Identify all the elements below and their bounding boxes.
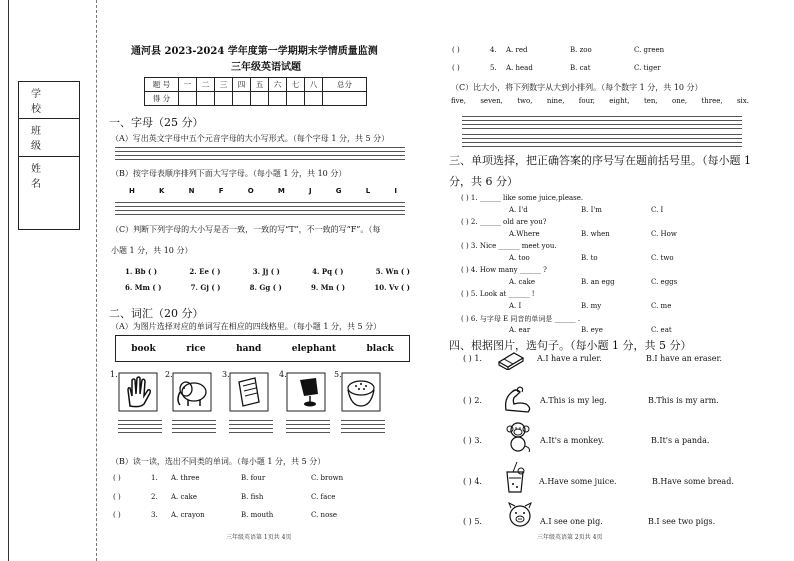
judge-item[interactable]: 5. Wn ( ) (375, 267, 410, 276)
letter: L (365, 187, 371, 195)
option-a: A. head (506, 64, 533, 72)
question-number: 3. (151, 511, 158, 519)
mc-question[interactable]: ( ) 6. 与字母 E 同音的单词是 ______ . (461, 315, 581, 323)
odd-one-out-list-cont (452, 46, 682, 76)
option-c: C. tiger (634, 64, 661, 72)
score-header-cell: 总分 (323, 78, 367, 92)
score-cell[interactable] (197, 92, 215, 106)
four-line-grid[interactable] (115, 202, 405, 218)
option-b: B.Have some bread. (652, 477, 734, 486)
score-header-cell: 二 (197, 78, 215, 92)
word-bank-item: hand (236, 343, 262, 354)
juice-glass-icon (503, 460, 527, 494)
option-b: B. zoo (570, 46, 592, 54)
number-words (451, 97, 749, 105)
score-header-cell: 六 (269, 78, 287, 92)
letter: N (188, 187, 195, 195)
option-b: B. mouth (241, 511, 274, 519)
option-c: C. nose (311, 511, 338, 519)
option-b: B. fish (241, 493, 264, 501)
option-b: B.It's a panda. (651, 436, 710, 445)
judge-item[interactable]: 2. Ee ( ) (189, 267, 221, 276)
four-line-grid[interactable] (115, 147, 405, 163)
option-b: B.This is my arm. (648, 396, 719, 405)
sec2-b-instruction: （B）读一读，选出不同类的单词。（每小题 1 分，共 5 分） (111, 457, 326, 466)
mc-question[interactable]: ( ) 1. ______ like some juice,please. (461, 194, 584, 202)
number-word: ten, (643, 97, 658, 105)
option-b: B. eye (581, 326, 603, 334)
four-line-grid[interactable] (286, 420, 330, 436)
monkey-icon (503, 420, 533, 454)
number-word: nine, (546, 97, 565, 105)
sec1-b-instruction: （B）按字母表顺序排列下面大写字母。（每小题 1 分，共 10 分） (111, 169, 347, 178)
picture-number: 1. (110, 370, 118, 379)
school-label: 学 校 (19, 82, 79, 119)
word-bank (115, 335, 410, 362)
question-number: 1. (151, 474, 158, 482)
answer-paren[interactable]: ( ) (113, 474, 121, 482)
judge-item[interactable]: 4. Pq ( ) (312, 267, 344, 276)
word-bank-item: book (131, 343, 156, 354)
question-number: 2. (151, 493, 158, 501)
score-cell[interactable] (269, 92, 287, 106)
option-b: B. my (581, 302, 602, 310)
section1-title: 一、字母（25 分） (109, 116, 204, 129)
option-a: A.I have a ruler. (537, 354, 602, 363)
number-word: eight, (609, 97, 630, 105)
answer-paren[interactable]: ( ) (113, 493, 121, 501)
option-c: C. I (651, 206, 664, 214)
score-header-cell: 一 (179, 78, 197, 92)
score-table (144, 77, 367, 106)
judge-item[interactable]: 10. Vv ( ) (374, 283, 410, 292)
sec1-c-instruction: （C）判断下列字母的大小写是否一致，一致的写“T”，不一致的写“F”。（每 (111, 225, 381, 234)
picture-question[interactable]: ( ) 1. (463, 354, 482, 363)
four-line-grid[interactable] (462, 116, 742, 132)
letter: G (335, 187, 342, 195)
class-label: 班 级 (19, 119, 79, 156)
option-a: A. three (171, 474, 200, 482)
option-a: A.It's a monkey. (540, 436, 604, 445)
elephant-icon (172, 372, 212, 412)
option-a: A. cake (171, 493, 197, 501)
four-line-grid[interactable] (118, 420, 162, 436)
word-bank-item: elephant (291, 343, 337, 354)
mc-question[interactable]: ( ) 3. Nice ______ meet you. (461, 242, 557, 250)
option-a: A. red (506, 46, 528, 54)
option-a: A. too (509, 254, 530, 262)
section2-title: 二、词汇（20 分） (109, 307, 204, 320)
picture-number: 3. (222, 370, 230, 379)
judge-item[interactable]: 7. Gj ( ) (190, 283, 221, 292)
number-word: seven, (480, 97, 503, 105)
mc-question[interactable]: ( ) 5. Look at ______ ! (461, 290, 535, 298)
judge-row-2 (125, 283, 410, 292)
sec1-a-instruction: （A）写出英文字母中五个元音字母的大小写形式。（每个字母 1 分，共 5 分） (111, 134, 390, 143)
score-cell[interactable] (323, 92, 367, 106)
answer-paren[interactable]: ( ) (113, 511, 121, 519)
book-icon (229, 372, 269, 412)
option-b: B. when (581, 230, 610, 238)
option-a: A. ear (509, 326, 531, 334)
letter: H (129, 187, 135, 195)
picture-question[interactable]: ( ) 2. (463, 396, 482, 405)
eraser-icon (496, 350, 526, 370)
sec2-c-instruction: （C）比大小，将下列数字从大到小排列。（每个数字 1 分，共 10 分） (451, 83, 703, 92)
option-a: A.This is my leg. (540, 396, 607, 405)
option-b: B. an egg (581, 278, 615, 286)
section3-title: 三、单项选择，把正确答案的序号写在题前括号里。（每小题 1 (449, 154, 751, 167)
option-b: B. I'm (581, 206, 602, 214)
sec1-c-instruction-cont: 小题 1 分，共 10 分） (111, 246, 193, 255)
fold-line (96, 0, 97, 561)
option-b: B. four (241, 474, 266, 482)
score-cell[interactable] (287, 92, 305, 106)
exam-subtitle: 三年级英语试题 (231, 62, 301, 73)
judge-item[interactable]: 3. Jj ( ) (252, 267, 280, 276)
score-cell[interactable] (233, 92, 251, 106)
four-line-grid[interactable] (172, 420, 216, 436)
score-header-cell: 三 (215, 78, 233, 92)
picture-number: 2. (165, 370, 173, 379)
number-word: four, (578, 97, 595, 105)
score-cell[interactable] (251, 92, 269, 106)
margin-line (8, 0, 9, 561)
judge-item[interactable]: 9. Mn ( ) (311, 283, 346, 292)
picture-question[interactable]: ( ) 5. (463, 517, 482, 526)
pig-icon (505, 502, 535, 530)
letter: F (218, 187, 224, 195)
score-cell[interactable] (179, 92, 197, 106)
mc-question[interactable]: ( ) 2. ______ old are you? (461, 218, 547, 226)
arm-icon (502, 384, 534, 414)
score-cell[interactable] (305, 92, 323, 106)
score-header-cell: 题 号 (145, 78, 179, 92)
option-c: C. How (651, 230, 677, 238)
four-line-grid[interactable] (229, 420, 273, 436)
page-footer-left: 三年级英语第 1页共 4页 (226, 534, 292, 541)
number-word: one, (672, 97, 688, 105)
option-a: A. I'd (509, 206, 528, 214)
rice-bowl-icon (341, 372, 381, 412)
picture-number: 4. (279, 370, 287, 379)
option-c: C. face (311, 493, 336, 501)
letter: J (309, 187, 312, 195)
option-b: B.I see two pigs. (648, 517, 716, 526)
picture-number: 5. (334, 370, 342, 379)
section4-title: 四、根据图片，选句子。（每小题 1 分，共 5 分） (449, 339, 692, 352)
picture-question[interactable]: ( ) 3. (463, 436, 482, 445)
question-number: 5. (490, 64, 497, 72)
option-a: A. I (509, 302, 522, 310)
exam-title: 通河县 2023-2024 学年度第一学期期末学情质量监测 (131, 46, 378, 57)
option-a: A.Where (509, 230, 540, 238)
option-a: A. cake (509, 278, 535, 286)
black-paint-icon (286, 372, 326, 412)
score-header-cell: 五 (251, 78, 269, 92)
answer-paren[interactable]: ( ) (452, 46, 460, 54)
number-word: three, (701, 97, 723, 105)
judge-item[interactable]: 8. Gg ( ) (249, 283, 282, 292)
option-b: B. to (581, 254, 598, 262)
number-word: six. (736, 97, 749, 105)
word-bank-item: rice (186, 343, 206, 354)
score-label-cell: 得 分 (145, 92, 179, 106)
four-line-grid[interactable] (462, 134, 742, 150)
score-header-cell: 八 (305, 78, 323, 92)
letter: M (277, 187, 285, 195)
option-c: C. green (634, 46, 665, 54)
score-header-cell: 四 (233, 78, 251, 92)
letter: K (159, 187, 165, 195)
multiple-choice-list (461, 194, 731, 338)
number-word: two, (517, 97, 533, 105)
student-info-box (18, 81, 80, 230)
odd-one-out-list (113, 474, 413, 524)
option-a: A. crayon (171, 511, 205, 519)
four-line-grid[interactable] (341, 420, 385, 436)
question-number: 4. (490, 46, 497, 54)
option-c: C. eat (651, 326, 672, 334)
sec2-a-instruction: （A）为图片选择对应的单词写在相应的四线格里。（每小题 1 分，共 5 分） (111, 322, 382, 331)
judge-item[interactable]: 1. Bb ( ) (125, 267, 158, 276)
section3-title-cont: 分，共 6 分） (449, 175, 518, 188)
number-word: five, (451, 97, 466, 105)
page-footer-right: 三年级英语第 2页共 4页 (537, 534, 603, 541)
option-a: A.Have some juice. (539, 477, 617, 486)
option-b: B.I have an eraser. (646, 354, 722, 363)
mc-question[interactable]: ( ) 4. How many ______ ? (461, 266, 547, 274)
hand-icon (118, 372, 158, 412)
name-label: 姓 名 (31, 164, 53, 191)
letter: O (247, 187, 254, 195)
letter-list (129, 187, 397, 195)
picture-question[interactable]: ( ) 4. (463, 477, 482, 486)
option-a: A.I see one pig. (540, 517, 603, 526)
option-c: C. brown (311, 474, 344, 482)
option-b: B. cat (570, 64, 591, 72)
judge-row-1 (125, 267, 410, 276)
option-c: C. eggs (651, 278, 678, 286)
word-bank-item: black (366, 343, 394, 354)
judge-item[interactable]: 6. Mm ( ) (125, 283, 162, 292)
letter: I (394, 187, 397, 195)
score-cell[interactable] (215, 92, 233, 106)
answer-paren[interactable]: ( ) (452, 64, 460, 72)
option-c: C. me (651, 302, 672, 310)
score-header-cell: 七 (287, 78, 305, 92)
option-c: C. two (651, 254, 674, 262)
